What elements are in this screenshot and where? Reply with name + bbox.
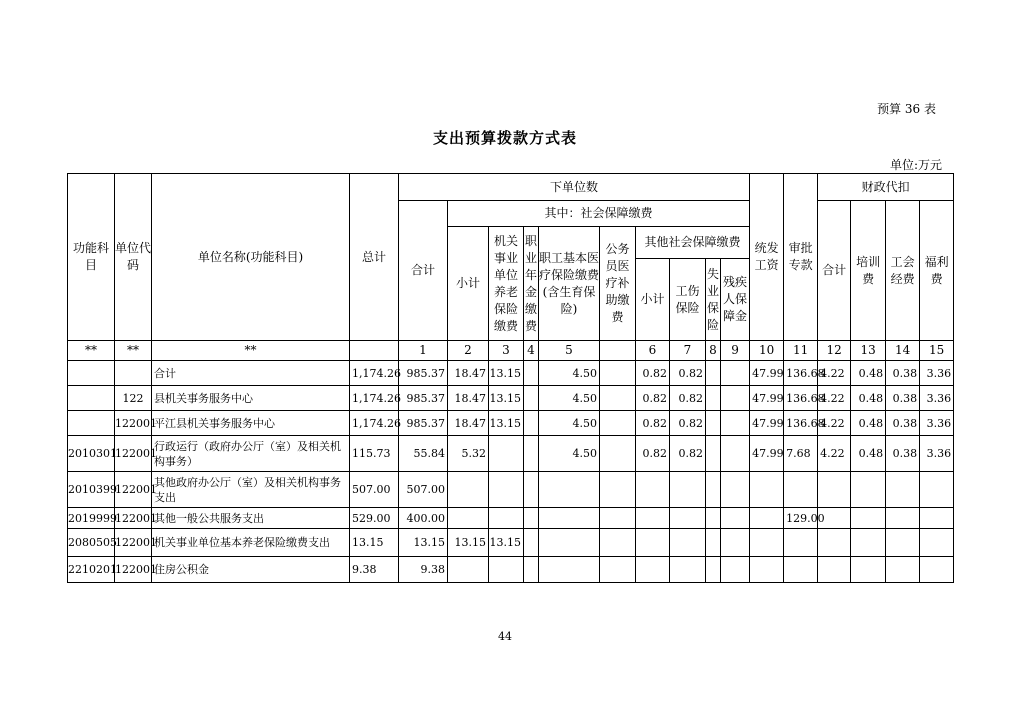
cell-c9: [721, 529, 750, 557]
cell-c4: [524, 411, 539, 436]
cell-c15: [920, 472, 954, 508]
cell-c2: 18.47: [448, 386, 489, 411]
cell-c10: 47.99: [750, 386, 784, 411]
cell-c5: 4.50: [539, 411, 600, 436]
cell-name: 县机关事务服务中心: [152, 386, 350, 411]
cell-c9: [721, 472, 750, 508]
cell-c14: 0.38: [886, 411, 920, 436]
header-total: 总计: [350, 174, 399, 341]
cell-c13: [851, 508, 886, 529]
budget-table: [67, 173, 954, 583]
cell-c13: 0.48: [851, 386, 886, 411]
cell-c9: [721, 508, 750, 529]
cell-total: 1,174.26: [350, 411, 399, 436]
index-cell: 5: [539, 341, 600, 361]
cell-c5: [539, 529, 600, 557]
cell-c10: 47.99: [750, 411, 784, 436]
cell-c14: [886, 508, 920, 529]
header-other-social: 其他社会保障缴费: [636, 227, 750, 259]
header-union: 工会经费: [886, 201, 920, 341]
cell-c7: [670, 557, 706, 583]
cell-code: 122001: [115, 529, 152, 557]
cell-c5b: [600, 386, 636, 411]
table-row: [68, 361, 954, 386]
cell-c12: [818, 529, 851, 557]
cell-c11: 136.68: [784, 361, 818, 386]
cell-c15: 3.36: [920, 386, 954, 411]
cell-c3: [489, 557, 524, 583]
cell-c6: [636, 529, 670, 557]
cell-c1: 985.37: [399, 411, 448, 436]
cell-c5b: [600, 472, 636, 508]
cell-c5b: [600, 436, 636, 472]
cell-c4: [524, 529, 539, 557]
cell-c10: 47.99: [750, 436, 784, 472]
cell-c3: [489, 508, 524, 529]
cell-c12: 4.22: [818, 411, 851, 436]
cell-c12: 4.22: [818, 361, 851, 386]
cell-c13: 0.48: [851, 436, 886, 472]
cell-c9: [721, 557, 750, 583]
cell-c1: 55.84: [399, 436, 448, 472]
cell-c5: [539, 508, 600, 529]
index-cell: [600, 341, 636, 361]
cell-c11: 7.68: [784, 436, 818, 472]
cell-c1: 985.37: [399, 386, 448, 411]
table-row: [68, 411, 954, 436]
cell-c13: [851, 529, 886, 557]
cell-c5b: [600, 361, 636, 386]
cell-c10: [750, 508, 784, 529]
header-unit-code: 单位代码: [115, 174, 152, 341]
cell-total: 13.15: [350, 529, 399, 557]
cell-c3: 13.15: [489, 411, 524, 436]
cell-c7: 0.82: [670, 386, 706, 411]
cell-c2: 18.47: [448, 361, 489, 386]
cell-c15: 3.36: [920, 411, 954, 436]
cell-c4: [524, 508, 539, 529]
table-row: [68, 386, 954, 411]
header-unified-salary: 统发工资: [750, 174, 784, 341]
table-row: [68, 529, 954, 557]
cell-c10: [750, 557, 784, 583]
header-social-security: 其中：社会保障缴费: [448, 201, 750, 227]
cell-c2: [448, 508, 489, 529]
index-cell: **: [152, 341, 350, 361]
cell-c3: [489, 436, 524, 472]
cell-c2: 18.47: [448, 411, 489, 436]
cell-c11: [784, 472, 818, 508]
header-occupational-annuity: 职业年金缴费: [524, 227, 539, 341]
cell-c1: 507.00: [399, 472, 448, 508]
header-subtotal: 小计: [448, 227, 489, 341]
cell-c13: [851, 557, 886, 583]
cell-c5b: [600, 557, 636, 583]
cell-c4: [524, 361, 539, 386]
cell-c5b: [600, 411, 636, 436]
cell-c14: 0.38: [886, 386, 920, 411]
cell-c11: 136.68: [784, 411, 818, 436]
cell-c6: [636, 557, 670, 583]
cell-c10: [750, 529, 784, 557]
cell-c3: 13.15: [489, 529, 524, 557]
cell-c10: [750, 472, 784, 508]
cell-c11: [784, 529, 818, 557]
cell-c11: 136.68: [784, 386, 818, 411]
cell-c5: [539, 557, 600, 583]
cell-c5: [539, 472, 600, 508]
index-cell: 9: [721, 341, 750, 361]
cell-func: 2010301: [68, 436, 115, 472]
index-cell: [350, 341, 399, 361]
cell-c3: 13.15: [489, 386, 524, 411]
page-title: 支出预算拨款方式表: [432, 129, 577, 147]
cell-func: 2010399: [68, 472, 115, 508]
cell-func: [68, 386, 115, 411]
cell-c4: [524, 472, 539, 508]
cell-func: 2019999: [68, 508, 115, 529]
header-func-subject: 功能科目: [68, 174, 115, 341]
cell-c3: [489, 472, 524, 508]
index-cell: 8: [706, 341, 721, 361]
cell-c8: [706, 436, 721, 472]
cell-c8: [706, 472, 721, 508]
cell-code: 122: [115, 386, 152, 411]
header-lower-total: 合计: [399, 201, 448, 341]
index-cell: 6: [636, 341, 670, 361]
header-civil-servant-medical: 公务员医疗补助缴费: [600, 227, 636, 341]
index-cell: 12: [818, 341, 851, 361]
header-medical: 职工基本医疗保险缴费(含生育保险): [539, 227, 600, 341]
table-row: [68, 472, 954, 508]
cell-c9: [721, 361, 750, 386]
cell-total: 529.00: [350, 508, 399, 529]
cell-c9: [721, 436, 750, 472]
unit-label: 单位:万元: [889, 158, 942, 172]
cell-c9: [721, 386, 750, 411]
cell-c8: [706, 557, 721, 583]
cell-c2: [448, 557, 489, 583]
header-finance-agency: 财政代扣: [818, 174, 954, 201]
cell-name: 其他一般公共服务支出: [152, 508, 350, 529]
cell-c12: [818, 557, 851, 583]
cell-c9: [721, 411, 750, 436]
cell-c14: [886, 557, 920, 583]
cell-c11: [784, 557, 818, 583]
cell-code: 122001: [115, 436, 152, 472]
cell-total: 1,174.26: [350, 386, 399, 411]
cell-c6: 0.82: [636, 411, 670, 436]
cell-name: 平江县机关事务服务中心: [152, 411, 350, 436]
cell-name: 合计: [152, 361, 350, 386]
cell-total: 115.73: [350, 436, 399, 472]
cell-c5: 4.50: [539, 361, 600, 386]
cell-c8: [706, 411, 721, 436]
cell-c13: [851, 472, 886, 508]
cell-c13: 0.48: [851, 411, 886, 436]
index-cell: 15: [920, 341, 954, 361]
cell-c4: [524, 557, 539, 583]
cell-name: 住房公积金: [152, 557, 350, 583]
page-number: 44: [498, 630, 512, 643]
cell-c14: [886, 529, 920, 557]
cell-c1: 985.37: [399, 361, 448, 386]
cell-c4: [524, 386, 539, 411]
cell-c10: 47.99: [750, 361, 784, 386]
cell-func: [68, 411, 115, 436]
cell-c15: [920, 529, 954, 557]
index-cell: 7: [670, 341, 706, 361]
cell-code: 122001: [115, 472, 152, 508]
cell-c15: 3.36: [920, 361, 954, 386]
index-cell: 14: [886, 341, 920, 361]
index-cell: **: [68, 341, 115, 361]
cell-name: 其他政府办公厅（室）及相关机构事务支出: [152, 472, 350, 508]
cell-c12: [818, 472, 851, 508]
cell-c8: [706, 508, 721, 529]
cell-c7: 0.82: [670, 361, 706, 386]
cell-c14: 0.38: [886, 361, 920, 386]
cell-code: [115, 361, 152, 386]
cell-c1: 9.38: [399, 557, 448, 583]
index-cell: 10: [750, 341, 784, 361]
table-body: [68, 361, 954, 583]
table-row: [68, 557, 954, 583]
header-unit-name: 单位名称(功能科目): [152, 174, 350, 341]
cell-c3: 13.15: [489, 361, 524, 386]
header-disability: 残疾人保障金: [721, 259, 750, 341]
cell-c7: [670, 508, 706, 529]
header-inst-pension: 机关事业单位养老保险缴费: [489, 227, 524, 341]
index-cell: 4: [524, 341, 539, 361]
cell-c8: [706, 529, 721, 557]
cell-func: 2210201: [68, 557, 115, 583]
cell-c7: 0.82: [670, 436, 706, 472]
index-cell: 11: [784, 341, 818, 361]
cell-c5b: [600, 508, 636, 529]
table-row: [68, 508, 954, 529]
cell-c15: 3.36: [920, 436, 954, 472]
cell-code: 122001: [115, 557, 152, 583]
cell-c7: [670, 472, 706, 508]
cell-c1: 400.00: [399, 508, 448, 529]
header-work-injury: 工伤保险: [670, 259, 706, 341]
cell-c5: 4.50: [539, 436, 600, 472]
index-cell: **: [115, 341, 152, 361]
cell-c8: [706, 386, 721, 411]
cell-c7: [670, 529, 706, 557]
header-other-subtotal: 小计: [636, 259, 670, 341]
header-training: 培训费: [851, 201, 886, 341]
cell-func: [68, 361, 115, 386]
index-cell: 1: [399, 341, 448, 361]
cell-c5: 4.50: [539, 386, 600, 411]
cell-c6: [636, 508, 670, 529]
cell-c7: 0.82: [670, 411, 706, 436]
cell-name: 机关事业单位基本养老保险缴费支出: [152, 529, 350, 557]
cell-func: 2080505: [68, 529, 115, 557]
cell-c15: [920, 557, 954, 583]
cell-name: 行政运行（政府办公厅（室）及相关机构事务）: [152, 436, 350, 472]
cell-c15: [920, 508, 954, 529]
cell-c12: 4.22: [818, 436, 851, 472]
cell-c12: 4.22: [818, 386, 851, 411]
cell-code: 122001: [115, 508, 152, 529]
cell-total: 9.38: [350, 557, 399, 583]
cell-c6: [636, 472, 670, 508]
cell-c6: 0.82: [636, 386, 670, 411]
cell-total: 507.00: [350, 472, 399, 508]
cell-c5b: [600, 529, 636, 557]
cell-c14: 0.38: [886, 436, 920, 472]
cell-c2: [448, 472, 489, 508]
cell-c14: [886, 472, 920, 508]
header-welfare: 福利费: [920, 201, 954, 341]
table-number: 预算 36 表: [877, 102, 936, 116]
cell-total: 1,174.26: [350, 361, 399, 386]
index-cell: 2: [448, 341, 489, 361]
cell-code: 122001: [115, 411, 152, 436]
header-lower-unit-pay: 下单位数: [399, 174, 750, 201]
cell-c4: [524, 436, 539, 472]
cell-c2: 5.32: [448, 436, 489, 472]
cell-c13: 0.48: [851, 361, 886, 386]
header-finance-total: 合计: [818, 201, 851, 341]
cell-c8: [706, 361, 721, 386]
cell-c1: 13.15: [399, 529, 448, 557]
index-cell: 13: [851, 341, 886, 361]
cell-c6: 0.82: [636, 436, 670, 472]
cell-c11: 129.00: [784, 508, 818, 529]
header-approved-special: 审批专款: [784, 174, 818, 341]
cell-c6: 0.82: [636, 361, 670, 386]
table-row: [68, 436, 954, 472]
cell-c2: 13.15: [448, 529, 489, 557]
index-cell: 3: [489, 341, 524, 361]
header-unemployment: 失业保险: [706, 259, 721, 341]
